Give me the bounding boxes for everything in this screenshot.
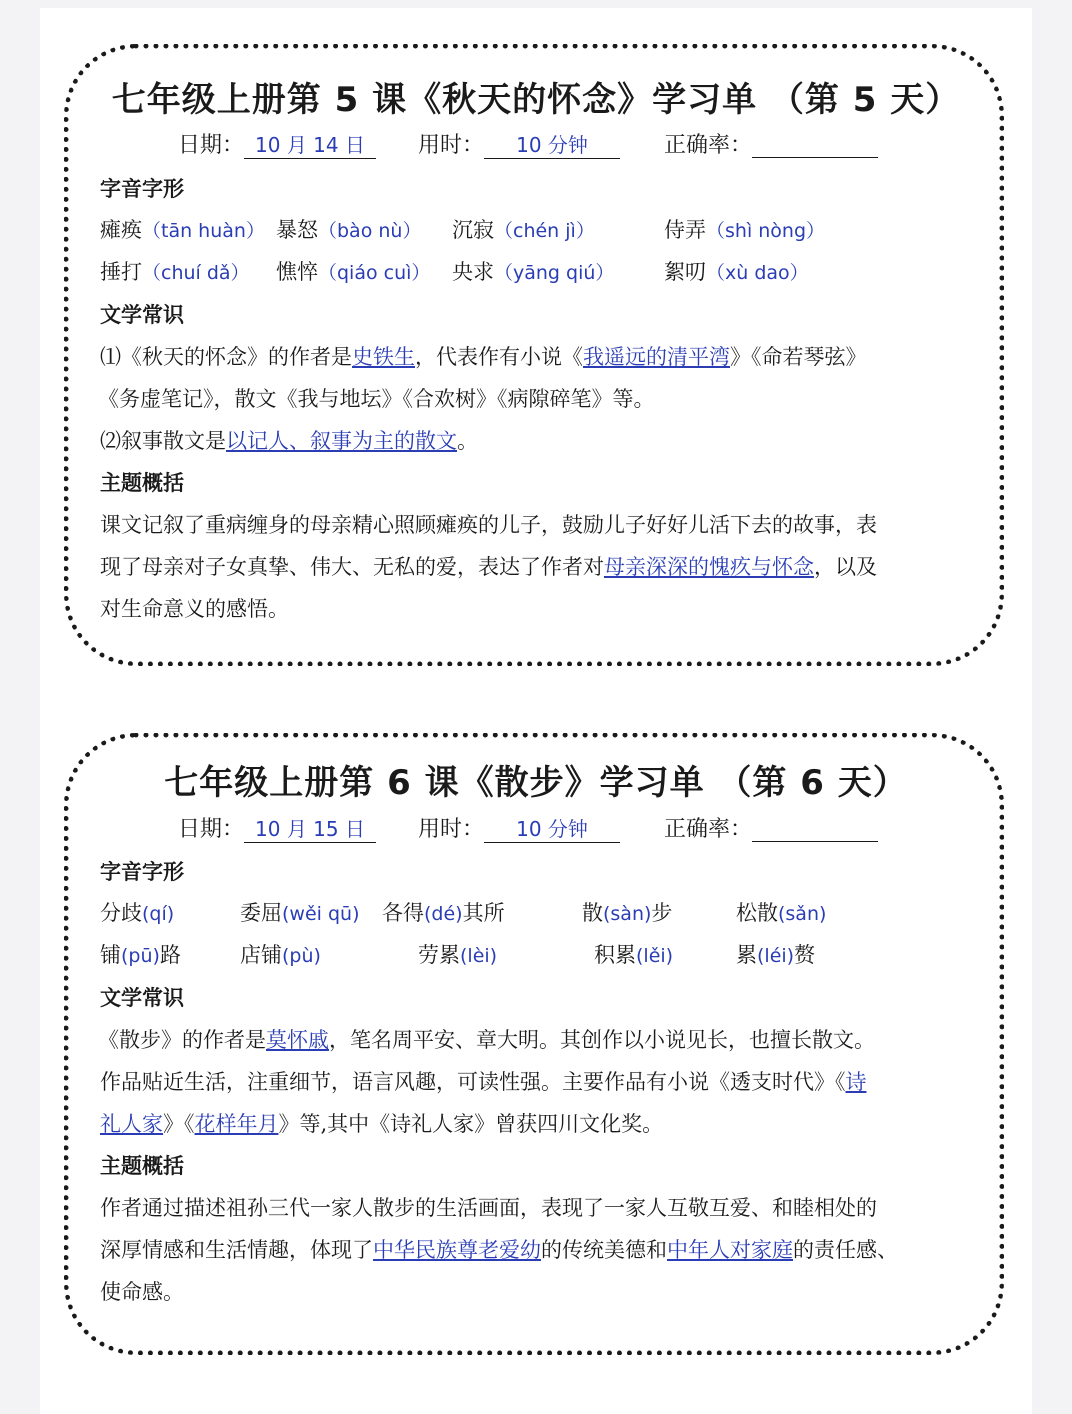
lesson5-lit-line2: 《务虚笔记》，散文《我与地坛》《合欢树》《病隙碎笔》等。: [98, 387, 655, 411]
lesson5-pron-item: 絮叨（xù dao）: [664, 260, 809, 284]
time-value[interactable]: 10 分钟: [484, 129, 620, 159]
lesson6-lit-line3: 礼人家》《花样年月》等,其中《诗礼人家》曾获四川文化奖。: [100, 1112, 664, 1136]
lesson6-pron-item: 累(léi)赘: [736, 943, 816, 967]
lesson6-pron-item: 店铺(pù): [240, 943, 321, 967]
lesson5-date: [178, 128, 376, 159]
answer-definition[interactable]: 以记人、叙事为主的散文: [226, 429, 457, 453]
lesson6-theme-line2: 深厚情感和生活情趣，体现了中华民族尊老爱幼的传统美德和中年人对家庭的责任感、: [100, 1238, 898, 1262]
lesson5-section-literature: 文学常识: [100, 303, 184, 327]
date-label: 日期：: [178, 133, 245, 158]
lesson6-pron-item: 松散(sǎn): [736, 901, 827, 925]
accuracy-label: 正确率：: [664, 133, 753, 158]
lesson5-lit-line3: ⑵叙事散文是以记人、叙事为主的散文。: [100, 429, 478, 453]
lesson6-pron-item: 铺(pū)路: [100, 943, 181, 967]
answer-author[interactable]: 史铁生: [352, 345, 415, 369]
time-value[interactable]: 10 分钟: [484, 813, 620, 843]
answer-work[interactable]: 花样年月: [194, 1112, 279, 1136]
lesson5-lit-line1: ⑴《秋天的怀念》的作者是史铁生，代表作有小说《我遥远的清平湾》《命若琴弦》: [100, 345, 867, 369]
answer-author[interactable]: 莫怀戚: [266, 1028, 329, 1052]
lesson6-lit-line2: 作品贴近生活，注重细节，语言风趣，可读性强。主要作品有小说《透支时代》《诗: [100, 1070, 867, 1094]
lesson6-section-theme: 主题概括: [100, 1154, 184, 1178]
lesson5-theme-line2: 现了母亲对子女真挚、伟大、无私的爱，表达了作者对母亲深深的愧疚与怀念，以及: [100, 555, 877, 579]
answer-responsibility[interactable]: 中年人对家庭: [667, 1238, 793, 1262]
answer-novel[interactable]: 我遥远的清平湾: [583, 345, 730, 369]
time-label: 用时：: [418, 133, 485, 158]
lesson5-pron-item: 憔悴（qiáo cuì）: [276, 260, 431, 284]
lesson6-section-pronunciation: 字音字形: [100, 860, 184, 884]
lesson5-pron-item: 暴怒（bào nù）: [276, 218, 422, 242]
lesson6-time: [418, 812, 620, 843]
lesson5-section-theme: 主题概括: [100, 471, 184, 495]
lesson6-date: [178, 812, 376, 843]
lesson5-pron-item: 央求（yāng qiú）: [452, 260, 615, 284]
lesson5-pron-item: 沉寂（chén jì）: [452, 218, 595, 242]
date-value[interactable]: 10 月 14 日: [244, 129, 376, 159]
lesson6-accuracy: [664, 812, 878, 843]
lesson6-pron-item: 各得(dé)其所: [382, 901, 505, 925]
lesson6-section-literature: 文学常识: [100, 986, 184, 1010]
lesson5-title: 七年级上册第 5 课《秋天的怀念》学习单 （第 5 天）: [111, 80, 961, 120]
lesson6-lit-line1: 《散步》的作者是莫怀戚，笔名周平安、章大明。其创作以小说见长，也擅长散文。: [98, 1028, 875, 1052]
lesson6-theme-line1: 作者通过描述祖孙三代一家人散步的生活画面，表现了一家人互敬互爱、和睦相处的: [100, 1196, 877, 1220]
lesson5-time: [418, 128, 620, 159]
lesson6-pron-item: 积累(lěi): [594, 943, 674, 967]
lesson6-theme-line3: 使命感。: [100, 1280, 184, 1304]
lesson5-pron-item: 瘫痪（tān huàn）: [100, 218, 265, 242]
answer-work[interactable]: 礼人家: [100, 1112, 163, 1136]
date-label: 日期：: [178, 817, 245, 842]
lesson5-section-pronunciation: 字音字形: [100, 177, 184, 201]
lesson6-pron-item: 委屈(wěi qū): [240, 901, 360, 925]
lesson5-accuracy: [664, 128, 878, 159]
lesson6-pron-item: 劳累(lèi): [418, 943, 498, 967]
lesson6-pron-item: 分歧(qí): [100, 901, 175, 925]
answer-virtue[interactable]: 中华民族尊老爱幼: [373, 1238, 541, 1262]
answer-work[interactable]: 诗: [845, 1070, 867, 1094]
answer-theme[interactable]: 母亲深深的愧疚与怀念: [604, 555, 814, 579]
time-label: 用时：: [418, 817, 485, 842]
lesson5-theme-line3: 对生命意义的感悟。: [100, 597, 289, 621]
date-value[interactable]: 10 月 15 日: [244, 813, 376, 843]
lesson5-theme-line1: 课文记叙了重病缠身的母亲精心照顾瘫痪的儿子，鼓励儿子好好儿活下去的故事，表: [100, 513, 877, 537]
accuracy-value[interactable]: [752, 817, 878, 842]
lesson6-title: 七年级上册第 6 课《散步》学习单 （第 6 天）: [164, 763, 908, 803]
accuracy-value[interactable]: [752, 133, 878, 158]
accuracy-label: 正确率：: [664, 817, 753, 842]
lesson6-pron-item: 散(sàn)步: [582, 901, 673, 925]
lesson5-pron-item: 侍弄（shì nòng）: [664, 218, 826, 242]
lesson5-pron-item: 捶打（chuí dǎ）: [100, 260, 250, 284]
